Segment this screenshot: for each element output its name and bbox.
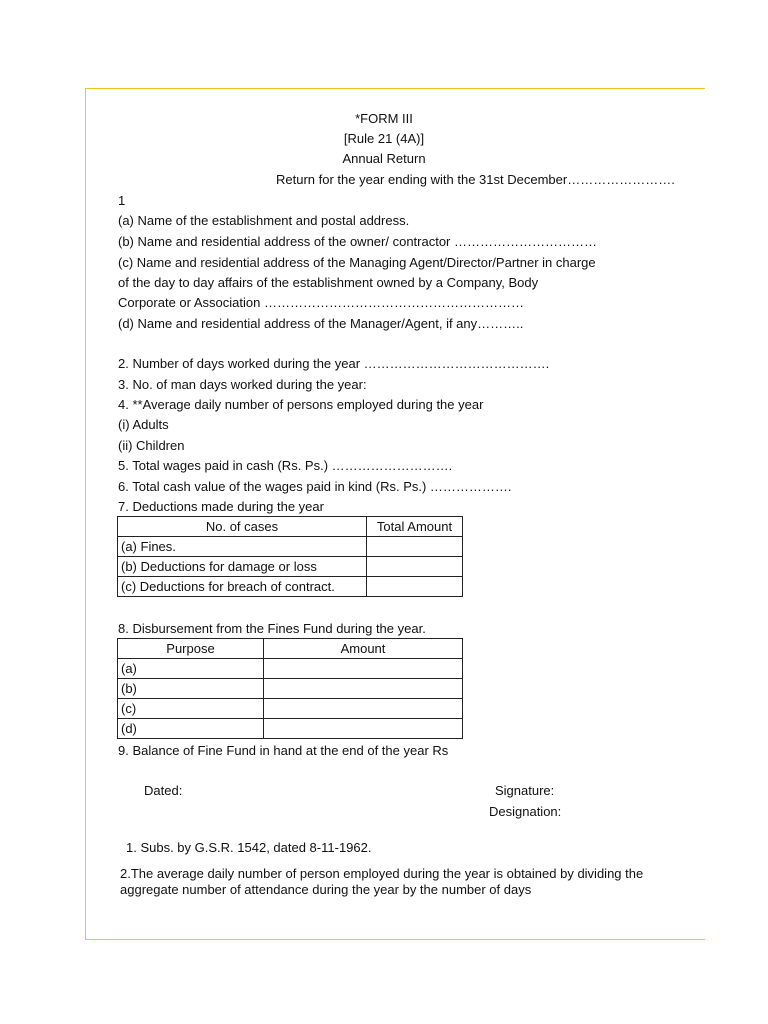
table-cell: (d) [118,719,264,739]
table-cell: (b) [118,679,264,699]
table-cell [367,537,463,557]
rule-reference: [Rule 21 (4A)] [343,131,425,146]
item-1b: (b) Name and residential address of the owner/ contractor …………………………… [118,234,598,249]
table-row [118,719,463,739]
footnote-2-line2: aggregate number of attendance during the year by the number of days [120,882,532,897]
dated-label: Dated: [144,783,183,798]
form-number: *FORM III [355,111,413,126]
table-cell: (c) Deductions for breach of contract. [118,577,367,597]
table-cell [264,659,463,679]
item-3: 3. No. of man days worked during the year: [118,377,367,392]
table-header-row [118,517,463,537]
table-cell [367,557,463,577]
deductions-table [117,516,463,597]
table-cell [264,719,463,739]
item-1c-line3: Corporate or Association …………………………………………………… [118,295,524,310]
item-8: 8. Disbursement from the Fines Fund during the year. [118,621,426,636]
item-4-adults: (i) Adults [118,417,169,432]
table-header-row [118,639,463,659]
item-1a: (a) Name of the establishment and postal address. [118,213,410,228]
table-cell: (b) Deductions for damage or loss [118,557,367,577]
table-cell: (a) Fines. [118,537,367,557]
column-header: Total Amount [367,517,463,537]
signature-label: Signature: [495,783,555,798]
item-1c-line1: (c) Name and residential address of the Managing Agent/Director/Partner in charge [118,255,596,270]
form-title: Annual Return [342,151,426,166]
item-4: 4. **Average daily number of persons employed during the year [118,397,484,412]
designation-label: Designation: [489,804,562,819]
fines-fund-table [117,638,463,739]
table-cell: (a) [118,659,264,679]
table-cell [367,577,463,597]
return-year-line: Return for the year ending with the 31st December……………………. [276,172,675,187]
column-header: No. of cases [118,517,367,537]
column-header: Amount [264,639,463,659]
item-1-number: 1 [118,193,126,208]
table-row [118,537,463,557]
footnote-2-line1: 2.The average daily number of person employed during the year is obtained by dividing the [120,866,644,881]
table-row [118,659,463,679]
table-row [118,577,463,597]
table-row [118,557,463,577]
item-4-children: (ii) Children [118,438,185,453]
footnote-1: 1. Subs. by G.S.R. 1542, dated 8-11-1962. [126,840,372,855]
item-9: 9. Balance of Fine Fund in hand at the end of the year Rs [118,743,449,758]
table-cell: (c) [118,699,264,719]
table-row [118,699,463,719]
item-1d: (d) Name and residential address of the Manager/Agent, if any……….. [118,316,524,331]
item-2: 2. Number of days worked during the year ……………………………………. [118,356,550,371]
item-6: 6. Total cash value of the wages paid in kind (Rs. Ps.) ………………. [118,479,512,494]
item-5: 5. Total wages paid in cash (Rs. Ps.) ………………………. [118,458,453,473]
item-7: 7. Deductions made during the year [118,499,324,514]
column-header: Purpose [118,639,264,659]
table-cell [264,679,463,699]
table-cell [264,699,463,719]
item-1c-line2: of the day to day affairs of the establishment owned by a Company, Body [118,275,539,290]
table-row [118,679,463,699]
